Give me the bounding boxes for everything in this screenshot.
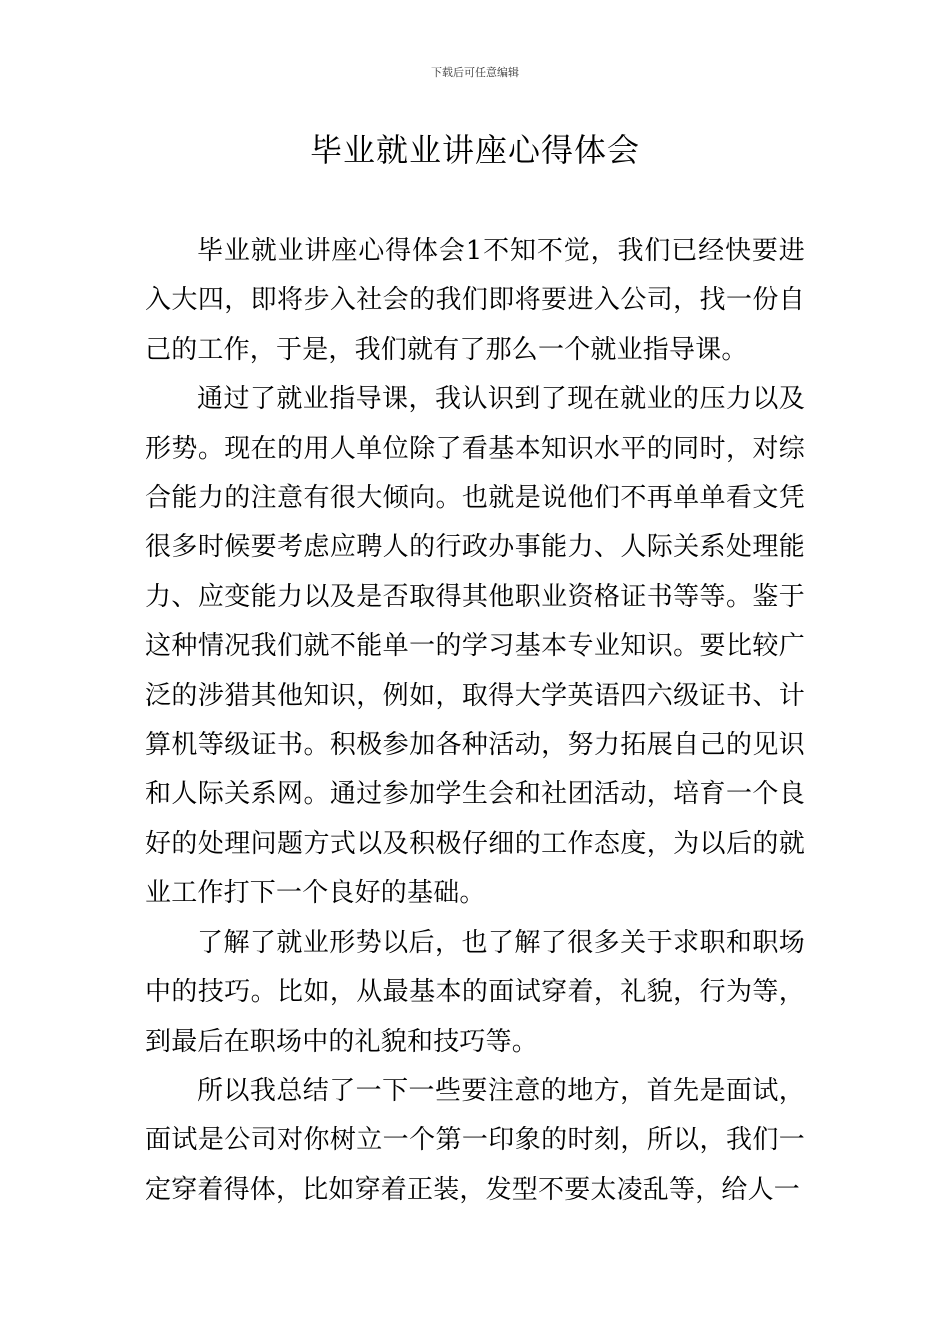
document-body <box>145 227 805 1215</box>
header-note: 下载后可任意编辑 <box>431 66 519 79</box>
paragraph-2: 通过了就业指导课，我认识到了现在就业的压力以及形势。现在的用人单位除了看基本知识水平的同时，对综合能力的注意有很大倾向。也就是说他们不再单单看文凭很多时候要考虑应聘人的行政办事能力、人际关系处理能力、应变能力以及是否取得其他职业资格证书等等。鉴于这种情况我们就不能单一的学习基本专业知识。要比较广泛的涉猎其他知识，例如，取得大学英语四六级证书、计算机等级证书。积极参加各种活动，努力拓展自己的见识和人际关系网。通过参加学生会和社团活动，培育一个良好的处理问题方式以及积极仔细的工作态度，为以后的就业工作打下一个良好的基础。 <box>145 384 805 909</box>
paragraph-3: 了解了就业形势以后，也了解了很多关于求职和职场中的技巧。比如，从最基本的面试穿着，礼貌，行为等，到最后在职场中的礼貌和技巧等。 <box>145 927 805 1057</box>
paragraph-1: 毕业就业讲座心得体会1不知不觉，我们已经快要进入大四，即将步入社会的我们即将要进入公司，找一份自己的工作，于是，我们就有了那么一个就业指导课。 <box>145 236 805 365</box>
document-title: 毕业就业讲座心得体会 <box>309 131 640 169</box>
paragraph-4: 所以我总结了一下一些要注意的地方，首先是面试，面试是公司对你树立一个第一印象的时刻，所以，我们一定穿着得体，比如穿着正装，发型不要太凌乱等，给人一 <box>145 1075 805 1205</box>
